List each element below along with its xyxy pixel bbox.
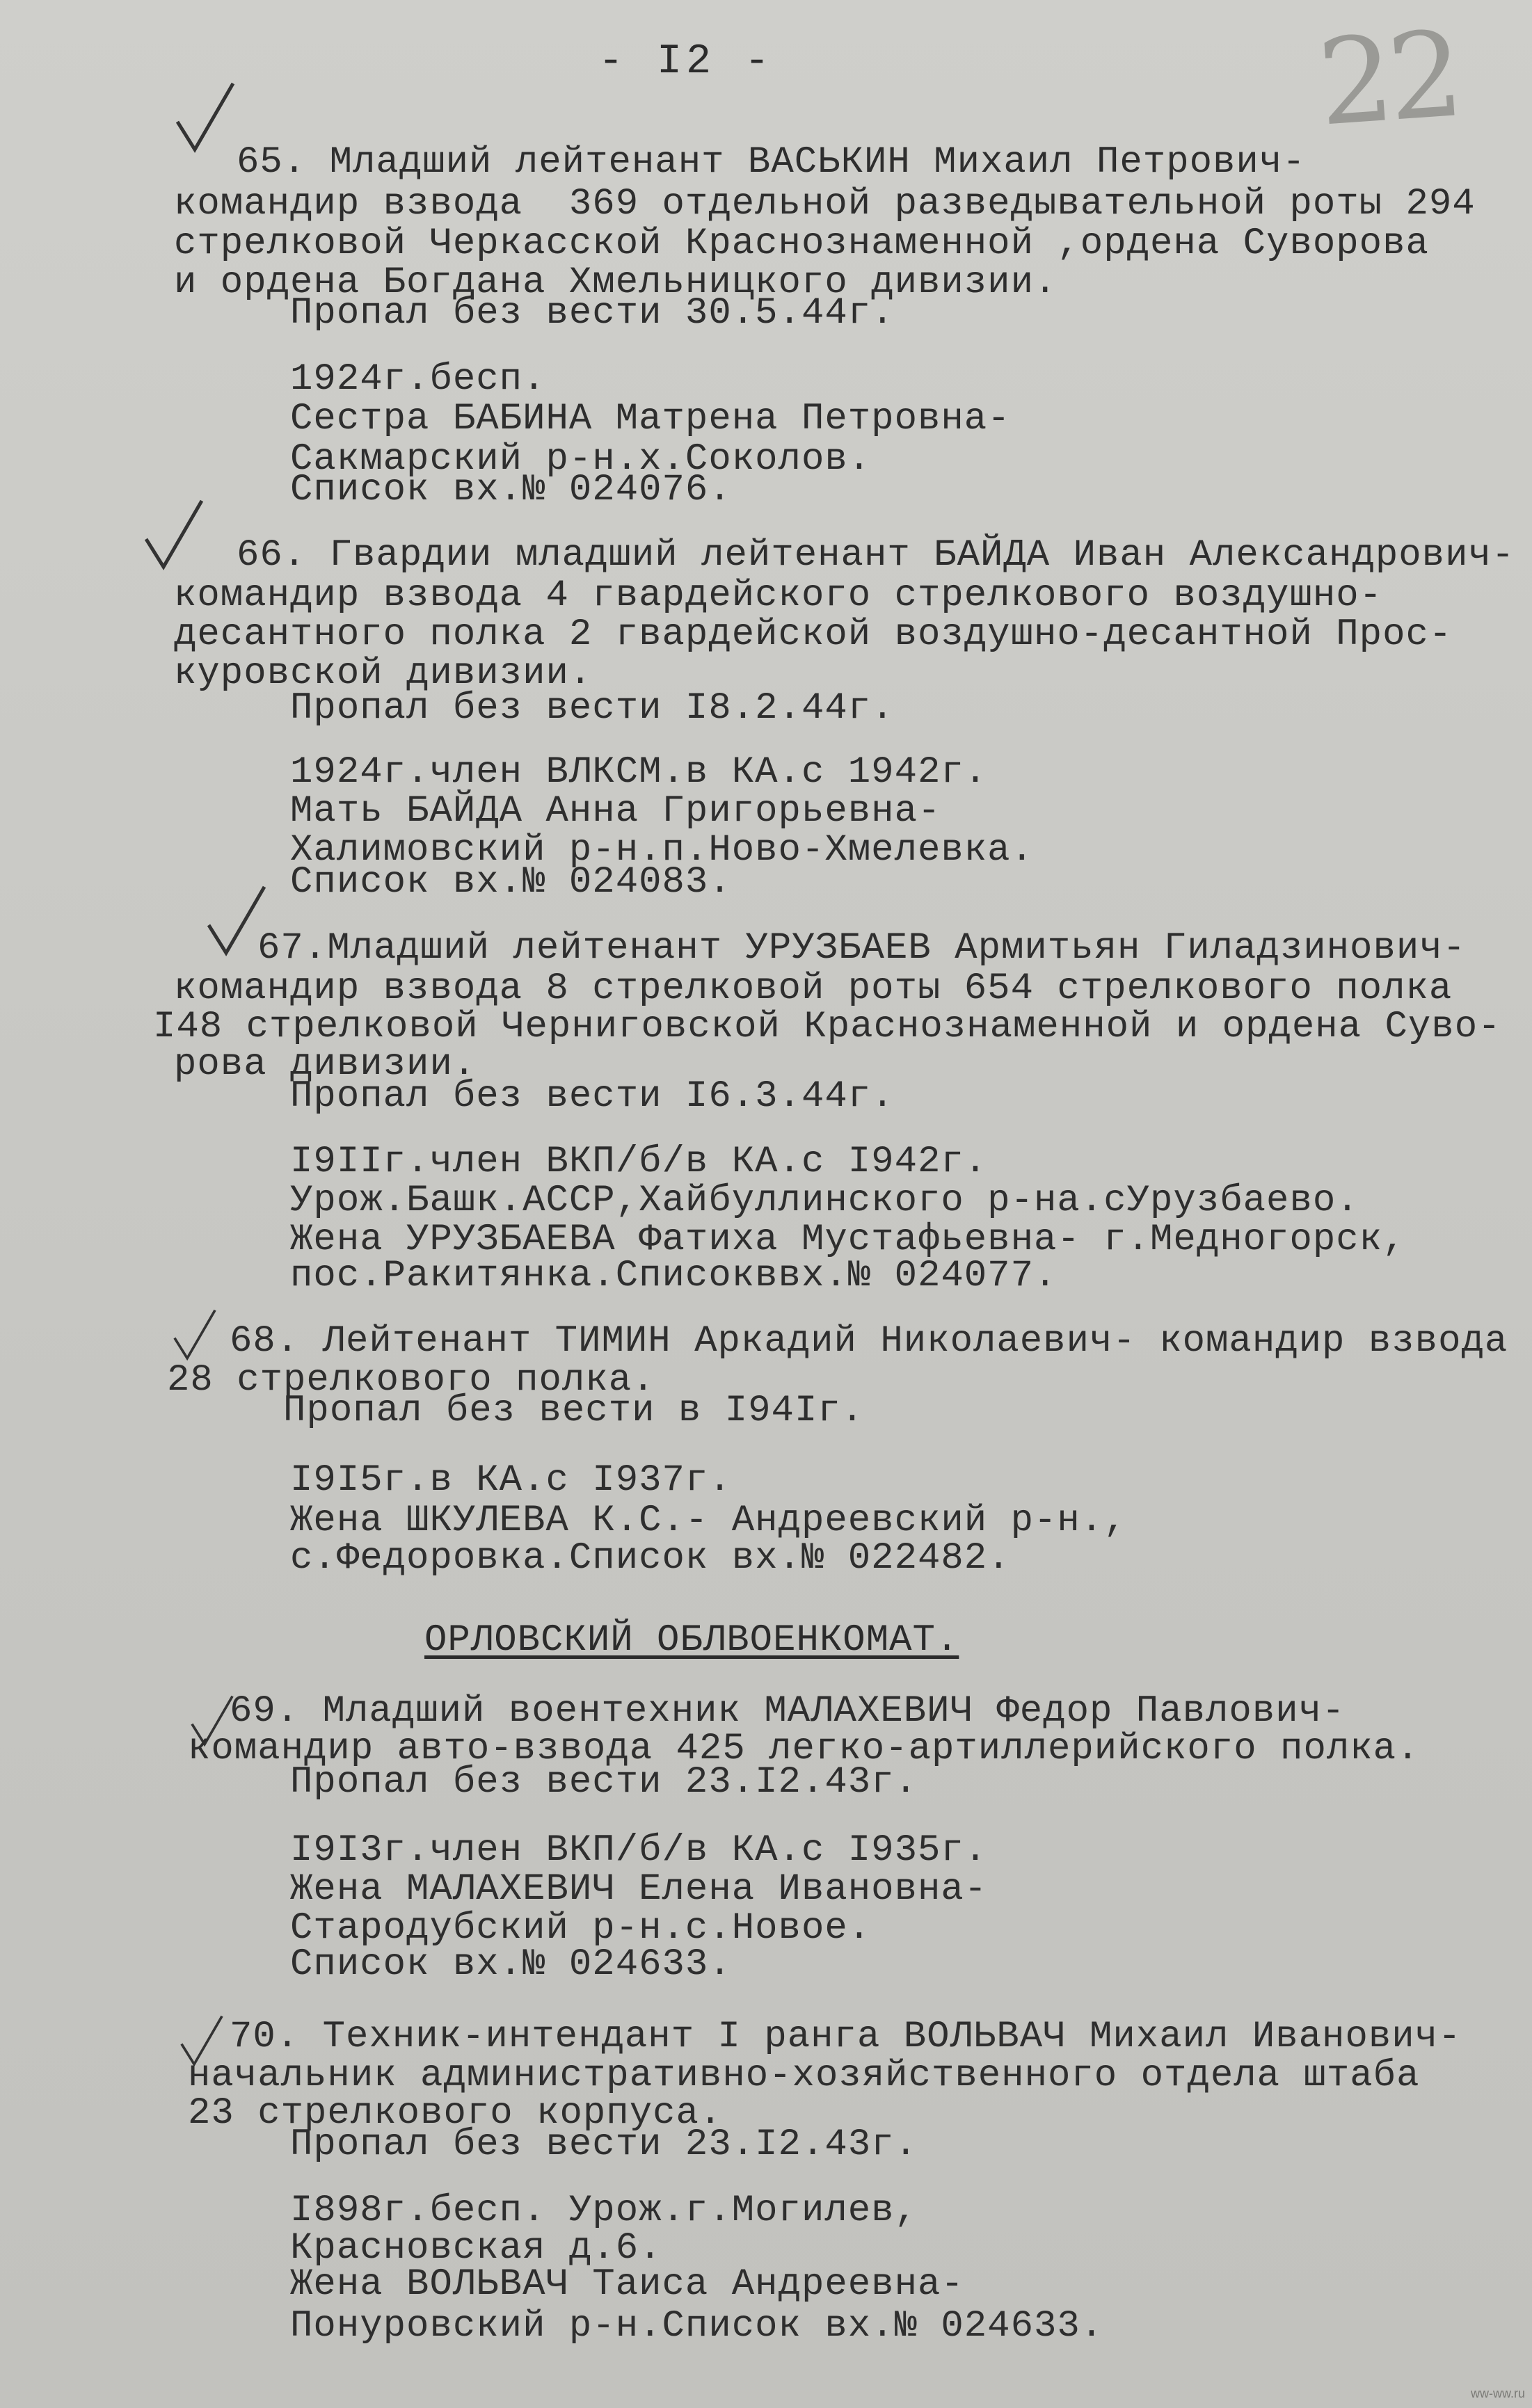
entry-67-detail-4: пос.Ракитянка.Списокввх.№ 024077. — [174, 1255, 1058, 1297]
entry-67-missing: Пропал без вести I6.3.44г. — [174, 1075, 895, 1118]
entry-70-detail-1: I898г.бесп. Урож.г.Могилев, — [174, 2190, 918, 2232]
entry-65-detail-2: Сестра БАБИНА Матрена Петровна- — [174, 398, 1011, 440]
page-number: - I2 - — [598, 38, 774, 86]
entry-69-detail-1: I9I3г.член ВКП/б/в КА.с I935г. — [174, 1829, 988, 1872]
entry-70-missing: Пропал без вести 23.I2.43г. — [174, 2124, 918, 2166]
entry-66-line-4: куровской дивизии. — [174, 652, 593, 695]
entry-68-detail-2: Жена ШКУЛЕВА К.С.- Андреевский р-н., — [174, 1500, 1127, 1542]
entry-65-line-2: командир взвода 369 отдельной разведывательной роты 294 — [174, 183, 1476, 225]
entry-67-line-2: командир взвода 8 стрелковой роты 654 стрелкового полка — [174, 968, 1453, 1010]
entry-65-line-3: стрелковой Черкасской Краснознаменной ,ордена Суворова — [174, 223, 1429, 265]
entry-70-line-3: 23 стрелкового корпуса. — [188, 2092, 723, 2135]
entry-67-line-1: 67.Младший лейтенант УРУЗБАЕВ Армитьян Гиладзинович- — [257, 927, 1467, 970]
entry-68-detail-3: с.Федоровка.Список вх.№ 022482. — [174, 1537, 1011, 1580]
entry-69-line-1: 69. Младший воентехник МАЛАХЕВИЧ Федор Павлович- — [230, 1690, 1346, 1733]
entry-65-detail-1: 1924г.бесп. — [174, 358, 546, 401]
entry-66-detail-2: Мать БАЙДА Анна Григорьевна- — [174, 790, 941, 833]
entry-69-missing: Пропал без вести 23.I2.43г. — [174, 1761, 918, 1804]
entry-65-missing: Пропал без вести 30.5.44г. — [174, 292, 895, 335]
entry-70-detail-4: Понуровский р-н.Список вх.№ 024633. — [174, 2305, 1104, 2347]
entry-66-missing: Пропал без вести I8.2.44г. — [174, 687, 895, 730]
entry-65-line-1: 65. Младший лейтенант ВАСЬКИН Михаил Петрович- — [237, 141, 1306, 184]
entry-66-detail-4: Список вх.№ 024083. — [174, 861, 732, 904]
entry-68-line-2: 28 стрелкового полка. — [167, 1359, 655, 1402]
checkmark-icon — [174, 80, 237, 156]
entry-68-detail-1: I9I5г.в КА.с I937г. — [174, 1459, 732, 1502]
entry-69-detail-4: Список вх.№ 024633. — [174, 1943, 732, 1986]
checkmark-icon — [170, 1308, 219, 1363]
entry-66-line-1: 66. Гвардии младший лейтенант БАЙДА Иван Александрович- — [237, 534, 1515, 577]
entry-70-detail-2: Красновская д.6. — [174, 2227, 662, 2270]
entry-66-detail-1: 1924г.член ВЛКСМ.в КА.с 1942г. — [174, 751, 988, 794]
entry-69-detail-2: Жена МАЛАХЕВИЧ Елена Ивановна- — [174, 1868, 988, 1911]
entry-67-line-3: I48 стрелковой Черниговской Краснознаменной и ордена Суво- — [153, 1006, 1501, 1048]
entry-70-detail-3: Жена ВОЛЬВАЧ Таиса Андреевна- — [174, 2263, 964, 2306]
entry-69-line-2: командир авто-взвода 425 легко-артиллерийского полка. — [188, 1728, 1420, 1770]
entry-67-line-4: рова дивизии. — [174, 1043, 477, 1086]
section-heading: ОРЛОВСКИЙ ОБЛВОЕНКОМАТ. — [424, 1619, 959, 1662]
watermark: ww-ww.ru — [1470, 2386, 1525, 2400]
entry-69-detail-3: Стародубский р-н.с.Новое. — [174, 1907, 872, 1950]
entry-67-detail-2: Урож.Башк.АССР,Хайбуллинского р-на.сУрузбаево. — [174, 1180, 1359, 1222]
entry-68-line-1: 68. Лейтенант ТИМИН Аркадий Николаевич- командир взвода — [230, 1320, 1508, 1363]
entry-66-line-2: командир взвода 4 гвардейского стрелкового воздушно- — [174, 575, 1383, 617]
handwritten-page-number: 22 — [1314, 6, 1462, 153]
entry-67-detail-1: I9IIг.член ВКП/б/в КА.с I942г. — [174, 1141, 988, 1183]
entry-65-line-4: и ордена Богдана Хмельницкого дивизии. — [174, 262, 1058, 304]
entry-65-detail-4: Список вх.№ 024076. — [174, 469, 732, 511]
entry-66-line-3: десантного полка 2 гвардейской воздушно-десантной Прос- — [174, 613, 1453, 656]
entry-68-missing: Пропал без вести в I94Iг. — [167, 1390, 865, 1432]
entry-67-detail-3: Жена УРУЗБАЕВА Фатиха Мустафьевна- г.Медногорск, — [174, 1219, 1406, 1261]
entry-70-line-1: 70. Техник-интендант I ранга ВОЛЬВАЧ Михаил Иванович- — [230, 2016, 1462, 2058]
entry-65-detail-3: Сакмарский р-н.х.Соколов. — [174, 438, 872, 481]
entry-70-line-2: начальник административно-хозяйственного отдела штаба — [188, 2055, 1420, 2097]
entry-66-detail-3: Халимовский р-н.п.Ново-Хмелевка. — [174, 829, 1034, 872]
